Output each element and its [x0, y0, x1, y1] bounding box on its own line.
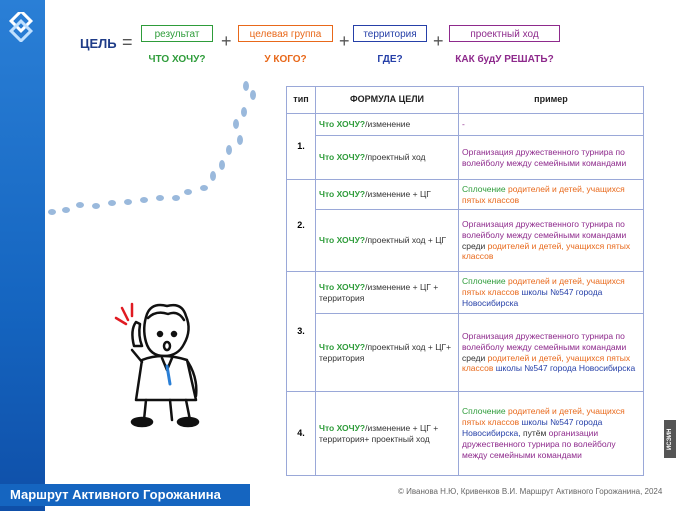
example-cell: -	[459, 114, 644, 136]
territory-box: территория	[353, 25, 427, 42]
plus-sign: +	[433, 31, 444, 51]
table-row	[287, 272, 644, 314]
formula-cell: Что ХОЧУ?/проектный ход + ЦГ	[316, 210, 459, 272]
result-box: результат	[141, 25, 213, 42]
table-row	[287, 314, 644, 392]
table-row	[287, 114, 644, 136]
formula-label: ЦЕЛЬ	[80, 36, 117, 51]
footer-title: Маршрут Активного Горожанина	[0, 484, 250, 506]
formula-cell: Что ХОЧУ?/изменение	[316, 114, 459, 136]
formula-cell: Что ХОЧУ?/изменение + ЦГ	[316, 180, 459, 210]
formula-cell: Что ХОЧУ?/проектный ход	[316, 136, 459, 180]
plus-sign: +	[339, 31, 350, 51]
table-header-row	[287, 87, 644, 114]
formula-cell: Что ХОЧУ?/проектный ход + ЦГ+ территория	[316, 314, 459, 392]
plus-sign: +	[221, 31, 232, 51]
territory-question: ГДЕ?	[377, 54, 403, 65]
left-band	[0, 0, 45, 511]
type-number: 3.	[287, 272, 316, 392]
type-number: 1.	[287, 114, 316, 180]
type-number: 2.	[287, 180, 316, 272]
example-cell: Организация дружественного турнира по волейболу между семейными командами среди родителей и детей, учащихся пятых классов школы №547 города Новосибирска	[459, 314, 644, 392]
table-row	[287, 180, 644, 210]
table-row	[287, 210, 644, 272]
header-example: пример	[459, 87, 644, 114]
type-number: 4.	[287, 392, 316, 476]
thinking-man-icon	[112, 300, 222, 430]
example-cell: Сплочение родителей и детей, учащихся пятых классов	[459, 180, 644, 210]
target-group-box: целевая группа	[238, 25, 333, 42]
project-move-box: проектный ход	[449, 25, 560, 42]
goal-formula-table	[286, 86, 644, 476]
example-cell: Сплочение родителей и детей, учащихся пятых классов школы №547 города Новосибирска	[459, 272, 644, 314]
target-group-question: У КОГО?	[264, 54, 307, 65]
example-cell: Организация дружественного турнира по волейболу между семейными командами среди родителей и детей, учащихся пятых классов	[459, 210, 644, 272]
project-move-question: КАК будУ РЕШАТЬ?	[455, 54, 554, 65]
equals-sign: =	[122, 32, 133, 52]
formula-cell: Что ХОЧУ?/изменение + ЦГ + территория	[316, 272, 459, 314]
footer-credits: © Иванова Н.Ю, Кривенков В.И. Маршрут Активного Горожанина, 2024	[398, 487, 663, 496]
example-cell: Сплочение родителей и детей, учащихся пятых классов школы №547 города Новосибирска, путём организации дружественного турнира по волейболу между семейными командами	[459, 392, 644, 476]
header-formula: ФОРМУЛА ЦЕЛИ	[316, 87, 459, 114]
result-question: ЧТО ХОЧУ?	[148, 54, 206, 65]
formula-cell: Что ХОЧУ?/изменение + ЦГ + территория+ проектный ход	[316, 392, 459, 476]
table-row	[287, 136, 644, 180]
side-logo: ИСЭИН	[664, 420, 676, 458]
header-type: тип	[287, 87, 316, 114]
example-cell: Организация дружественного турнира по волейболу между семейными командами	[459, 136, 644, 180]
table-row	[287, 392, 644, 476]
logo-icon	[6, 12, 36, 42]
